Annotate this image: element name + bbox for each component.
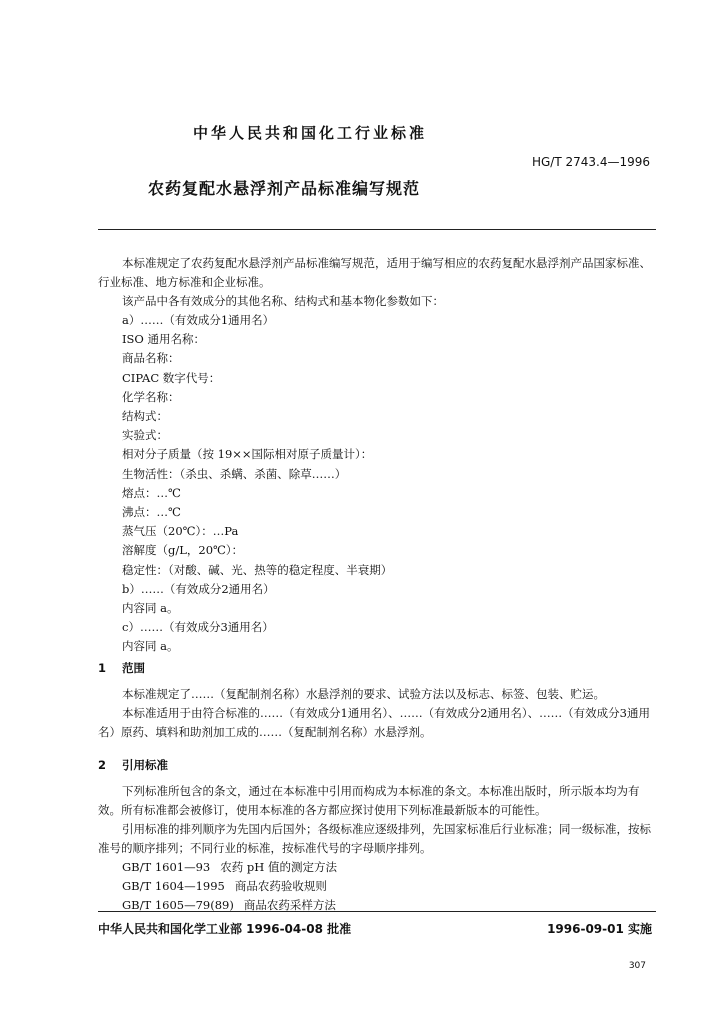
reference-item [98, 858, 658, 877]
list-item: c）……（有效成分3通用名） [122, 620, 274, 635]
section-scope [98, 660, 658, 742]
section-heading [98, 757, 658, 773]
list-item: 结构式： [122, 409, 168, 424]
document-title: 农药复配水悬浮剂产品标准编写规范 [148, 179, 421, 198]
list-item: ISO 通用名称： [122, 332, 206, 347]
list-item: b）……（有效成分2通用名） [122, 581, 275, 596]
list-item: 沸点：…℃ [122, 505, 181, 520]
reference-item [98, 896, 658, 915]
standard-org-title: 中华人民共和国化工行业标准 [192, 124, 427, 142]
references-paragraph-1: 下列标准所包含的条文，通过在本标准中引用而构成为本标准的条文。本标准出版时，所示版本均为有效。所有标准都会被修订，使用本标准的各方都应探讨使用下列标准最新版本的可能性。 [98, 784, 640, 817]
page-number: 307 [628, 961, 646, 971]
section-title: 引用标准 [122, 758, 168, 772]
reference-code: GB/T 1601—93 [122, 860, 211, 874]
reference-name: 商品农药采样方法 [243, 898, 336, 912]
intro-section [98, 254, 658, 657]
reference-code: GB/T 1604—1995 [122, 879, 225, 893]
list-item: 熔点：…℃ [122, 485, 181, 500]
list-item: 内容同 a。 [122, 601, 179, 616]
list-item: 内容同 a。 [122, 639, 179, 654]
section-references [98, 757, 658, 915]
approval-info: 中华人民共和国化学工业部 1996-04-08 批准 [98, 922, 352, 936]
reference-name: 农药 pH 值的测定方法 [220, 860, 337, 874]
reference-name: 商品农药验收规则 [234, 879, 327, 893]
list-item: 生物活性：（杀虫、杀螨、杀菌、除草……） [122, 466, 347, 481]
section-heading [98, 660, 658, 676]
standard-code: HG/T 2743.4—1996 [531, 155, 650, 169]
list-item: 商品名称： [122, 351, 180, 366]
section-number: 2 [98, 758, 107, 772]
effective-date: 1996-09-01 实施 [547, 922, 652, 936]
list-item: 实验式： [122, 428, 168, 443]
list-item: 稳定性：（对酸、碱、光、热等的稳定程度、半衰期） [122, 562, 393, 577]
list-item: 化学名称： [122, 389, 180, 404]
list-item: 相对分子质量（按 19××国际相对原子质量计）： [122, 447, 373, 462]
footer-rule [98, 911, 656, 912]
intro-paragraph-1: 本标准规定了农药复配水悬浮剂产品标准编写规范，适用于编写相应的农药复配水悬浮剂产品国家标准、行业标准、地方标准和企业标准。 [98, 256, 651, 289]
section-number: 1 [98, 661, 107, 675]
section-title: 范围 [122, 661, 145, 675]
list-item: 溶解度（g/L，20℃）： [122, 543, 244, 558]
scope-paragraph-1: 本标准规定了……（复配制剂名称）水悬浮剂的要求、试验方法以及标志、标签、包装、贮运。 [122, 687, 605, 701]
list-item: a）……（有效成分1通用名） [122, 313, 275, 327]
intro-paragraph-2: 该产品中各有效成分的其他名称、结构式和基本物化参数如下： [122, 294, 444, 308]
ingredient-list [98, 311, 658, 657]
list-item: CIPAC 数字代号： [122, 370, 221, 385]
reference-item [98, 877, 658, 896]
list-item: 蒸气压（20℃）：…Pa [122, 524, 239, 539]
header-rule [98, 229, 656, 230]
references-paragraph-2: 引用标准的排列顺序为先国内后国外；各级标准应逐级排列，先国家标准后行业标准；同一级标准，按标准号的顺序排列；不同行业的标准，按标准代号的字母顺序排列。 [98, 822, 651, 855]
reference-code: GB/T 1605—79(89) [122, 898, 234, 912]
scope-paragraph-2: 本标准适用于由符合标准的……（有效成分1通用名）、……（有效成分2通用名）、……（有效成分3通用名）原药、填料和助剂加工成的……（复配制剂名称）水悬浮剂。 [98, 706, 650, 739]
